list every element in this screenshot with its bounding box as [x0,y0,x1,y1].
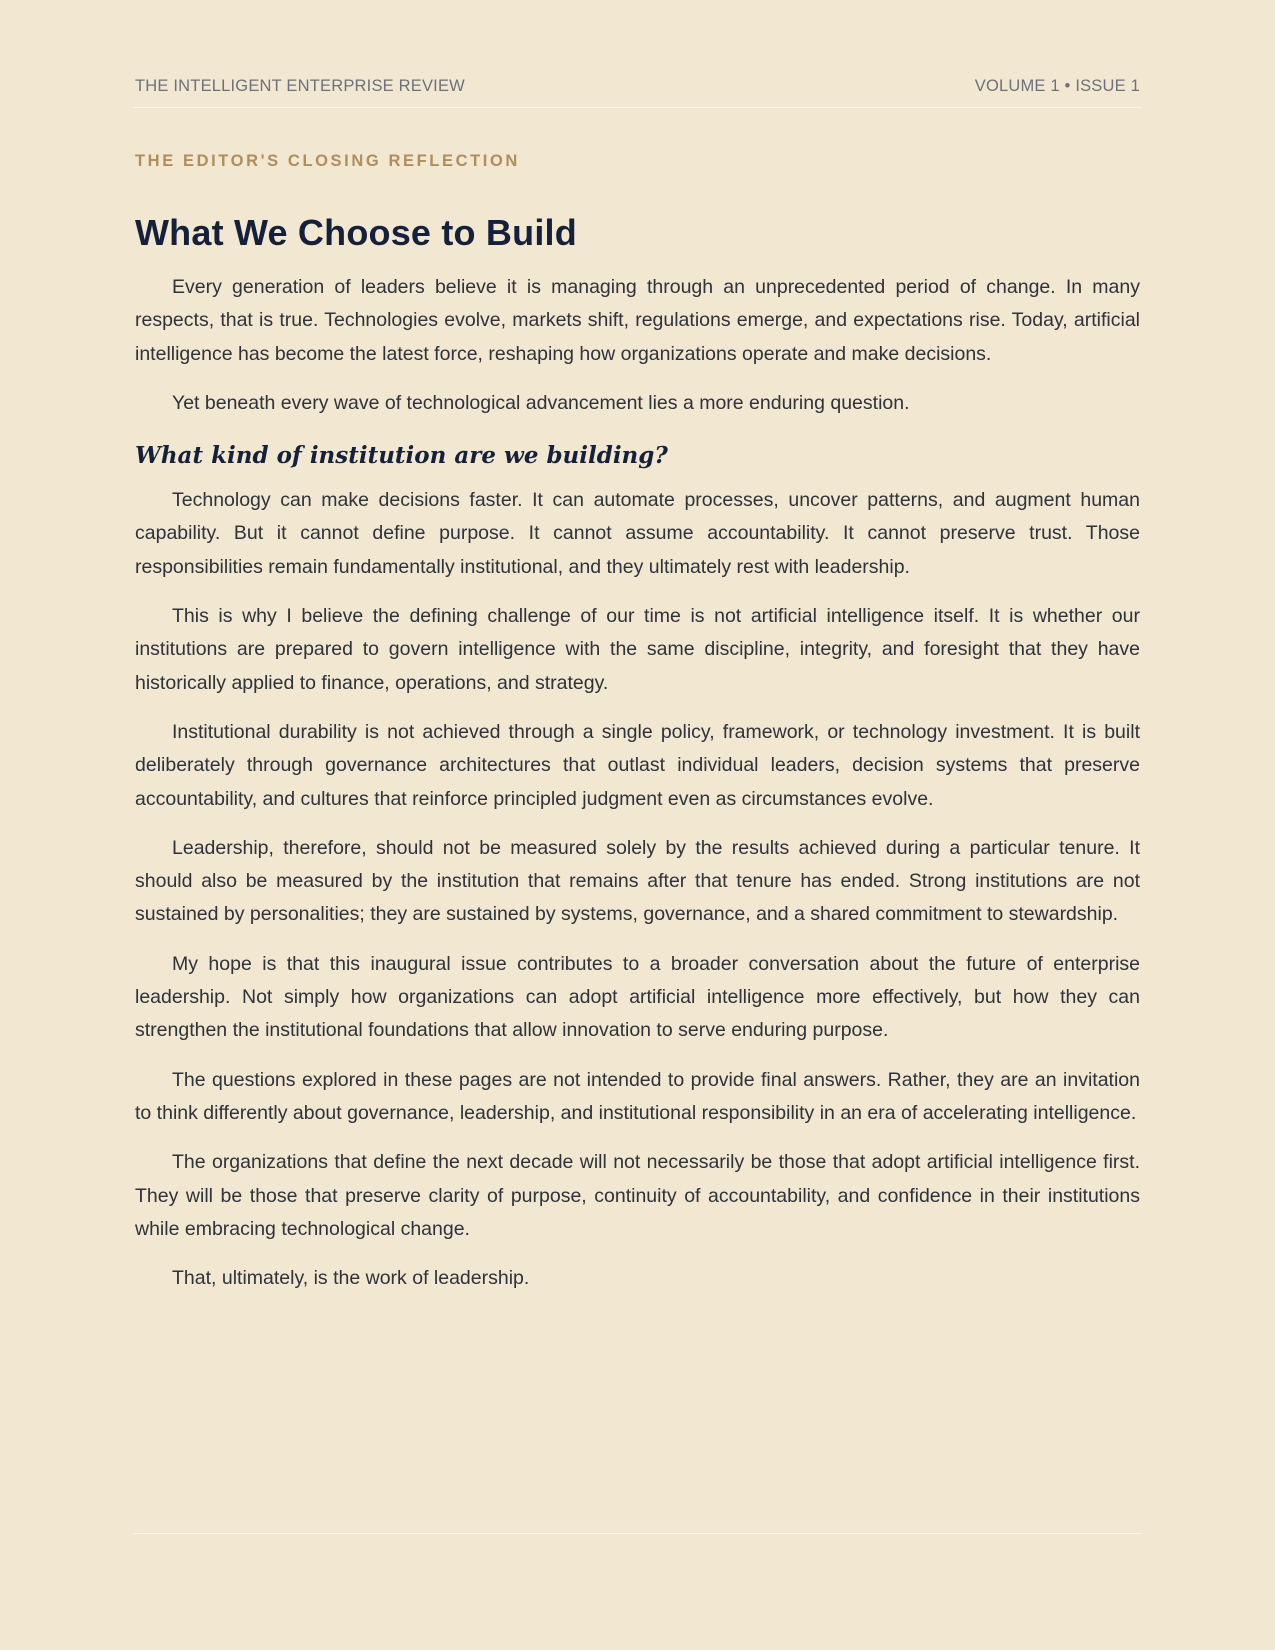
body-paragraph: The questions explored in these pages are not intended to provide final answers. Rather, they are an invitation to think differently about governance, leadership, and institutional responsibility in an era of accelerating intelligence. [135,1068,1140,1124]
running-header [135,74,1140,98]
body-paragraph: The organizations that define the next decade will not necessarily be those that adopt artificial intelligence first. They will be those that preserve clarity of purpose, continuity of accountability, and confidence in their institutions while embracing technological change. [135,1151,1140,1240]
article-title: What We Choose to Build [135,212,577,253]
body-paragraph: This is why I believe the defining challenge of our time is not artificial intelligence itself. It is whether our institutions are prepared to govern intelligence with the same discipline, integrity, and foresight that they have historically applied to finance, operations, and strategy. [135,605,1140,694]
body-paragraph: Technology can make decisions faster. It can automate processes, uncover patterns, and augment human capability. But it cannot define purpose. It cannot assume accountability. It cannot preserve trust. Those responsibilities remain fundamentally institutional, and they ultimately rest with leadership. [135,489,1140,578]
publication-name: THE INTELLIGENT ENTERPRISE REVIEW [135,76,465,95]
header-divider [133,107,1142,108]
body-paragraph: Yet beneath every wave of technological advancement lies a more enduring question. [172,391,910,414]
section-kicker: THE EDITOR'S CLOSING REFLECTION [135,152,520,170]
body-paragraph: Every generation of leaders believe it is managing through an unprecedented period of change. In many respects, that is true. Technologies evolve, markets shift, regulations emerge, and expectations rise. Today, artificial intelligence has become the latest force, reshaping how organizations operate and make decisions. [135,276,1140,365]
body-paragraph: That, ultimately, is the work of leadership. [172,1267,530,1290]
article-body [135,271,1140,1311]
body-paragraph: Institutional durability is not achieved through a single policy, framework, or technology investment. It is built deliberately through governance architectures that outlast individual leaders, decision systems that preserve accountability, and cultures that reinforce principled judgment even as circumstances evolve. [135,720,1140,810]
body-paragraph: Leadership, therefore, should not be measured solely by the results achieved during a particular tenure. It should also be measured by the institution that remains after that tenure has ended. Strong institutions are not sustained by personalities; they are sustained by systems, governance, and a shared commitment to stewardship. [135,836,1140,926]
issue-number: VOLUME 1 • ISSUE 1 [974,76,1140,95]
body-paragraph: My hope is that this inaugural issue contributes to a broader conversation about the future of enterprise leadership. Not simply how organizations can adopt artificial intelligence more effectively, but how they can strengthen the institutional foundations that allow innovation to serve enduring purpose. [135,952,1140,1042]
footer-divider [133,1533,1142,1534]
article-subheading: What kind of institution are we building? [135,442,668,470]
